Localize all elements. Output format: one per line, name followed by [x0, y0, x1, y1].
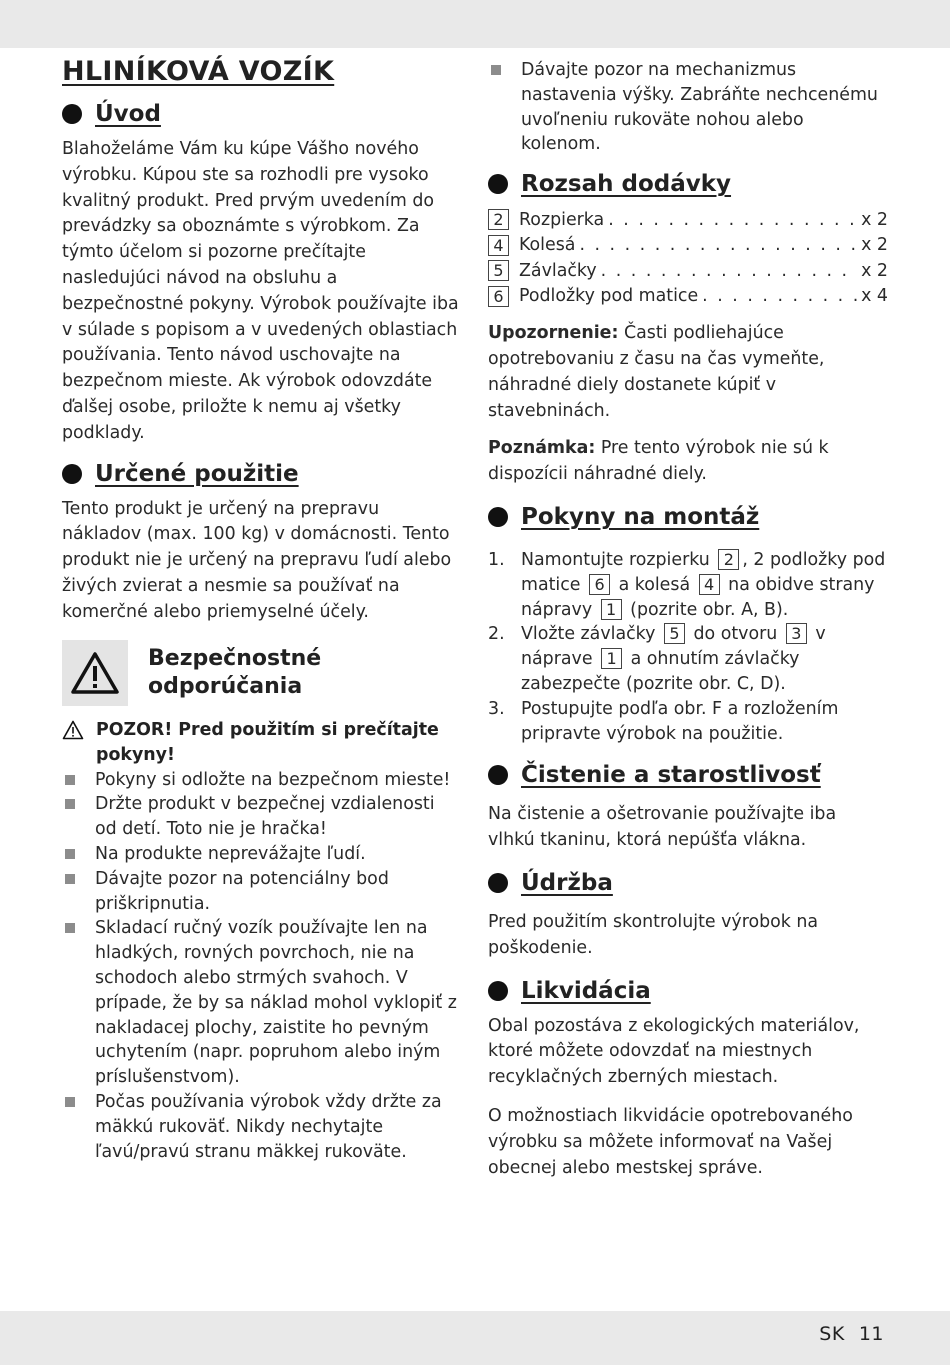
warning-triangle-icon	[62, 640, 128, 706]
section-heading-assembly: Pokyny na montáž	[488, 504, 888, 530]
page-footer	[805, 1323, 884, 1345]
left-column	[62, 56, 460, 1164]
section-heading-intended-use: Určené použitie	[62, 461, 460, 487]
bullet-dot-icon	[488, 981, 508, 1001]
section-heading-maintenance: Údržba	[488, 870, 888, 896]
footer-language: SK	[819, 1323, 845, 1345]
top-bar	[0, 0, 950, 48]
safety-list	[62, 768, 460, 1165]
intended-use-text: Tento produkt je určený na prepravu nákladov (max. 100 kg) v domácnosti. Tento produkt nie je určený na prepravu ľudí alebo živých zvierat a nesmie sa používať na komerčné alebo priemyselné účely.	[62, 498, 452, 622]
section-heading-cleaning: Čistenie a starostlivosť	[488, 762, 888, 788]
bullet-dot-icon	[62, 104, 82, 124]
warning-small-icon	[62, 720, 84, 740]
part-number: 6	[488, 286, 509, 307]
disposal-text-1: Obal pozostáva z ekologických materiálov, ktoré môžete odovzdať na miestnych recyklačných zberných miestach.	[488, 1015, 860, 1088]
list-item: Skladací ručný vozík používajte len na hladkých, rovných povrchoch, nie na schodoch alebo strmých svahoch. V prípade, že by sa náklad mohol vyklopiť z nakladacej plochy, zaistite ho pevným uchytením (napr. popruhom alebo iným príslušenstvom).	[62, 916, 460, 1090]
supply-list	[488, 207, 888, 309]
list-item: Na produkte neprevážajte ľudí.	[62, 842, 460, 867]
bullet-dot-icon	[488, 174, 508, 194]
assembly-step: 2. Vložte závlačky 5 do otvoru 3 v náprave 1 a ohnutím závlačky zabezpečte (pozrite obr. C, D).	[488, 624, 826, 694]
supply-row: 5 Závlačky . . . x 2	[488, 258, 888, 284]
assembly-step: 3. Postupujte podľa obr. F a rozložením pripravte výrobok na použitie.	[488, 698, 839, 744]
safety-list-continued	[488, 58, 888, 157]
supply-note: Poznámka: Pre tento výrobok nie sú k dispozícii náhradné diely.	[488, 438, 829, 485]
part-number: 5	[488, 260, 509, 281]
list-item: Počas používania výrobok vždy držte za mäkkú rukoväť. Nikdy nechytajte ľavú/pravú stranu mäkkej rukoväte.	[62, 1090, 460, 1164]
disposal-text-2: O možnostiach likvidácie opotrebovaného výrobku sa môžete informovať na Vašej obecnej alebo mestskej správe.	[488, 1105, 853, 1178]
assembly-steps	[488, 548, 888, 746]
list-item: Dávajte pozor na potenciálny bod priškripnutia.	[62, 867, 460, 917]
page-number: 11	[858, 1323, 884, 1345]
supply-notice: Upozornenie: Časti podliehajúce opotrebovaniu z času na čas vymeňte, náhradné diely dostanete kúpiť v stavebninách.	[488, 323, 825, 421]
intro-text: Blahoželáme Vám ku kúpe Vášho nového výrobku. Kúpou ste sa rozhodli pre vysoko kvalitný produkt. Pred prvým uvedením do prevádzky sa oboznámte s výrobkom. Za týmto účelom si pozorne prečítajte nasledujúci návod na obsluhu a bezpečnostné pokyny. Výrobok používajte iba v súlade s popisom a v uvedených oblastiach používania. Tento návod uschovajte na bezpečnom mieste. Ak výrobok odovzdáte ďalšej osobe, priložte k nemu aj všetky podklady.	[62, 139, 459, 443]
warning-note: POZOR! Pred použitím si prečítajte pokyny!	[62, 718, 460, 768]
bullet-dot-icon	[62, 464, 82, 484]
supply-row: 4 Kolesá . . . x 2	[488, 233, 888, 259]
bullet-dot-icon	[488, 507, 508, 527]
supply-row: 2 Rozpierka . . . x 2	[488, 207, 888, 233]
bullet-dot-icon	[488, 873, 508, 893]
section-heading-supply: Rozsah dodávky	[488, 171, 888, 197]
safety-heading-line1: Bezpečnostné	[148, 645, 322, 671]
part-number: 2	[488, 209, 509, 230]
part-number: 4	[488, 235, 509, 256]
document-title: HLINÍKOVÁ VOZÍK	[62, 56, 335, 87]
bullet-dot-icon	[488, 765, 508, 785]
assembly-step: 1. Namontujte rozpierku 2 , 2 podložky pod matice 6 a kolesá 4 na obidve strany nápravy 1 (pozrite obr. A, B).	[488, 549, 886, 620]
section-heading-disposal: Likvidácia	[488, 978, 888, 1004]
list-item: Pokyny si odložte na bezpečnom mieste!	[62, 768, 460, 793]
list-item: Dávajte pozor na mechanizmus nastavenia výšky. Zabráňte nechcenému uvoľneniu rukoväte nohou alebo kolenom.	[488, 58, 888, 157]
safety-heading-line2: odporúčania	[148, 673, 303, 699]
list-item: Držte produkt v bezpečnej vzdialenosti od detí. Toto nie je hračka!	[62, 792, 460, 842]
maintenance-text: Pred použitím skontrolujte výrobok na poškodenie.	[488, 911, 819, 958]
section-heading-intro: Úvod	[62, 101, 460, 127]
right-column	[488, 56, 888, 1181]
cleaning-text: Na čistenie a ošetrovanie používajte iba vlhkú tkaninu, ktorá nepúšťa vlákna.	[488, 804, 837, 851]
safety-heading	[62, 640, 460, 706]
supply-row: 6 Podložky pod matice . . . x 4	[488, 284, 888, 310]
